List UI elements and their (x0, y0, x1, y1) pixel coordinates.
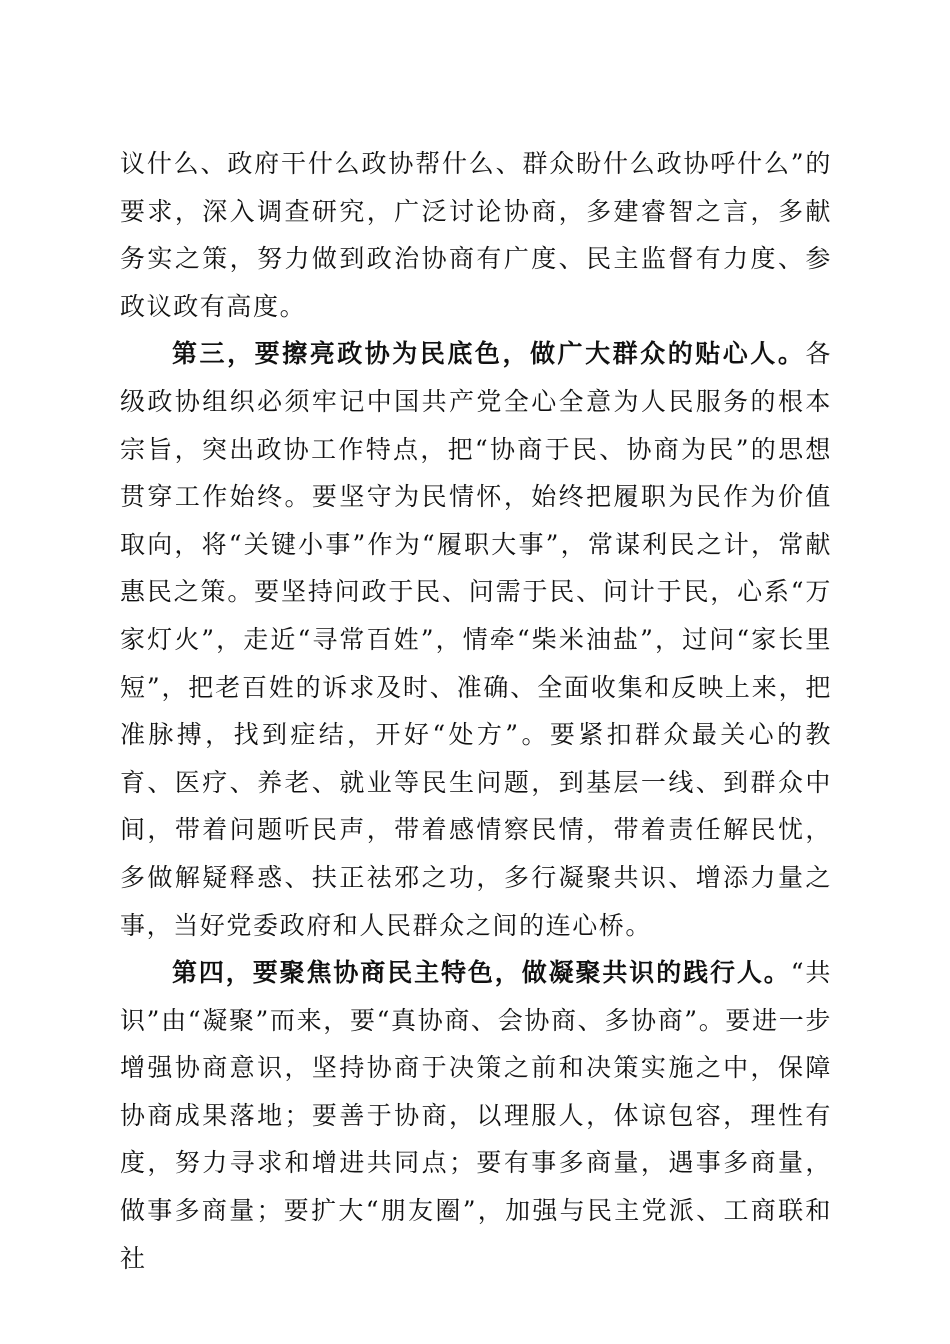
paragraph-continued (120, 140, 832, 330)
paragraph-body: 议什么、政府干什么政协帮什么、群众盼什么政协呼什么”的要求，深入调查研究，广泛讨论协商，多建睿智之言，多献务实之策，努力做到政治协商有广度、民主监督有力度、参政议政有高度。 (120, 149, 832, 321)
paragraph-third-point (120, 330, 832, 949)
paragraph-heading: 第四，要聚焦协商民主特色，做凝聚共识的践行人。 (172, 958, 791, 988)
paragraph-fourth-point (120, 949, 832, 1282)
paragraph-heading: 第三，要擦亮政协为民底色，做广大群众的贴心人。 (172, 339, 806, 369)
body-text (120, 140, 832, 1282)
paragraph-body: “共识”由“凝聚”而来，要“真协商、会协商、多协商”。要进一步增强协商意识，坚持协商于决策之前和决策实施之中，保障协商成果落地；要善于协商，以理服人，体谅包容，理性有度，努力寻求和增进共同点；要有事多商量，遇事多商量，做事多商量；要扩大“朋友圈”，加强与民主党派、工商联和社 (120, 958, 832, 1273)
paragraph-body: 各级政协组织必须牢记中国共产党全心全意为人民服务的根本宗旨，突出政协工作特点，把“协商于民、协商为民”的思想贯穿工作始终。要坚守为民情怀，始终把履职为民作为价值取向，将“关键小事”作为“履职大事”，常谋利民之计，常献惠民之策。要坚持问政于民、问需于民、问计于民，心系“万家灯火”，走近“寻常百姓”，情牵“柴米油盐”，过问“家长里短”，把老百姓的诉求及时、准确、全面收集和反映上来，把准脉搏，找到症结，开好“处方”。要紧扣群众最关心的教育、医疗、养老、就业等民生问题，到基层一线、到群众中间，带着问题听民声，带着感情察民情，带着责任解民忧，多做解疑释惑、扶正祛邪之功，多行凝聚共识、增添力量之事，当好党委政府和人民群众之间的连心桥。 (120, 339, 832, 940)
